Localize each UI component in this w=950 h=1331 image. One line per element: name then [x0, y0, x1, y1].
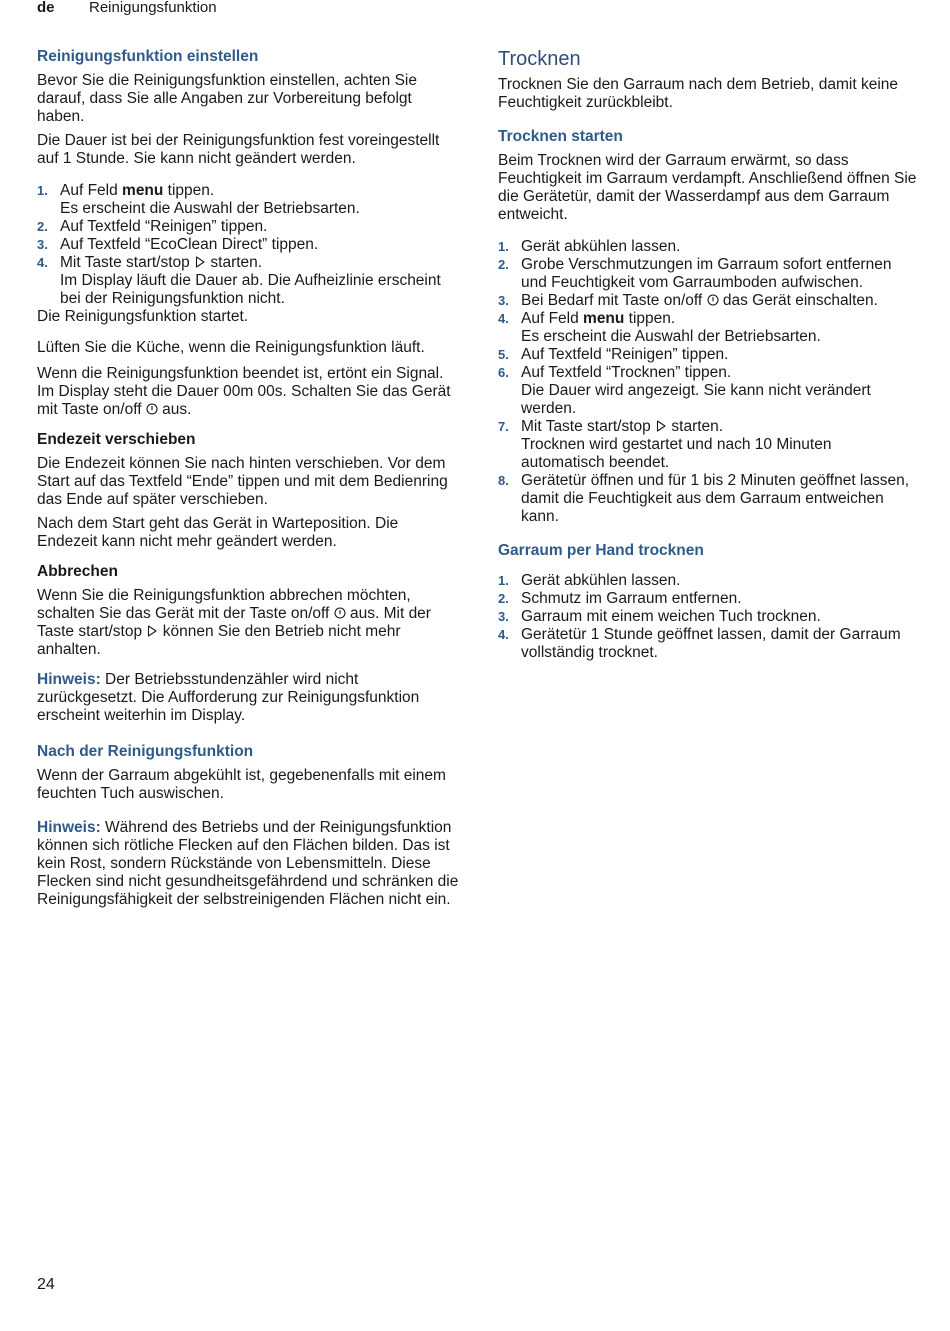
paragraph-before-setup: Bevor Sie die Reinigungsfunktion einstellen, achten Sie darauf, dass Sie alle Angaben zur Vorbereitung befolgt haben.	[37, 72, 417, 125]
manual-drying-list	[498, 572, 918, 662]
step-result: Im Display läuft die Dauer ab. Die Aufheizlinie erscheint bei der Reinigungsfunktion nicht.	[60, 272, 441, 307]
step-number: 4.	[37, 255, 48, 270]
step-number: 1.	[498, 239, 509, 254]
drying-steps-list	[498, 238, 918, 526]
list-item: 2. Auf Textfeld “Reinigen” tippen.	[37, 218, 268, 235]
step-number: 2.	[37, 219, 48, 234]
list-item: 4. Mit Taste start/stop starten. Im Display läuft die Dauer ab. Die Aufheizlinie erscheint bei der Reinigungsfunktion nicht.	[37, 254, 462, 308]
heading-after-cleaning: Nach der Reinigungsfunktion	[37, 743, 254, 760]
play-icon	[146, 625, 158, 637]
menu-keyword: menu	[122, 182, 164, 199]
heading-endtime: Endezeit verschieben	[37, 431, 196, 448]
paragraph-duration: Die Dauer ist bei der Reinigungsfunktion fest voreingestellt auf 1 Stunde. Sie kann nicht geändert werden.	[37, 132, 440, 167]
hint-stains: Hinweis: Während des Betriebs und der Reinigungsfunktion können sich rötliche Flecken auf den Flächen bilden. Das ist kein Rost, sondern Rückstände von Lebensmitteln. Diese Flecken sind nicht gesundheitsgefährdend und schränken die Reinigungsfähigkeit der selbstreinigenden Flächen nicht ein.	[37, 819, 459, 908]
step-number: 1.	[498, 573, 509, 588]
list-item: 5. Auf Textfeld “Reinigen” tippen.	[498, 346, 729, 363]
setup-steps-list	[37, 182, 462, 308]
paragraph-end-signal: Wenn die Reinigungsfunktion beendet ist, ertönt ein Signal. Im Display steht die Dauer 00m 00s. Schalten Sie das Gerät mit Taste on/off aus.	[37, 365, 451, 418]
page-number: 24	[37, 1276, 55, 1293]
list-item: 2. Grobe Verschmutzungen im Garraum sofort entfernen und Feuchtigkeit vom Garraumboden aufwischen.	[498, 256, 892, 291]
list-item: 4. Gerätetür 1 Stunde geöffnet lassen, damit der Garraum vollständig trocknet.	[498, 626, 901, 661]
list-item: 3. Auf Textfeld “EcoClean Direct” tippen.	[37, 236, 319, 253]
left-column	[37, 48, 462, 915]
power-icon	[334, 607, 346, 619]
hint-label: Hinweis:	[37, 671, 101, 688]
heading-drying-start: Trocknen starten	[498, 128, 623, 145]
list-item: 1. Gerät abkühlen lassen.	[498, 572, 681, 589]
power-icon	[146, 403, 158, 415]
hint-label: Hinweis:	[37, 819, 101, 836]
paragraph-after-cleaning: Wenn der Garraum abgekühlt ist, gegebenenfalls mit einem feuchten Tuch auswischen.	[37, 767, 446, 802]
paragraph-ventilate: Lüften Sie die Küche, wenn die Reinigungsfunktion läuft.	[37, 339, 425, 356]
step-number: 2.	[498, 257, 509, 272]
power-icon	[707, 294, 719, 306]
step-number: 8.	[498, 473, 509, 488]
heading-cancel: Abbrechen	[37, 563, 118, 580]
list-item: 6. Auf Textfeld “Trocknen” tippen. Die Dauer wird angezeigt. Sie kann nicht verändert werden.	[498, 364, 918, 418]
menu-keyword: menu	[583, 310, 625, 327]
step-result: Trocknen wird gestartet und nach 10 Minuten automatisch beendet.	[521, 436, 832, 471]
step-number: 3.	[498, 293, 509, 308]
section-title: Reinigungsfunktion	[89, 0, 217, 16]
step-number: 1.	[37, 183, 48, 198]
paragraph-drying-intro: Trocknen Sie den Garraum nach dem Betrieb, damit keine Feuchtigkeit zurückbleibt.	[498, 76, 899, 111]
paragraph-drying-start: Beim Trocknen wird der Garraum erwärmt, so dass Feuchtigkeit im Garraum verdampft. Anschließend öffnen Sie die Gerätetür, damit der Wasserdampf aus dem Garraum entweicht.	[498, 152, 917, 223]
list-item: 3. Bei Bedarf mit Taste on/off das Gerät einschalten.	[498, 292, 878, 309]
right-column	[498, 48, 918, 668]
step-number: 7.	[498, 419, 509, 434]
paragraph-endtime-2: Nach dem Start geht das Gerät in Warteposition. Die Endezeit kann nicht mehr geändert werden.	[37, 515, 399, 550]
step-number: 3.	[498, 609, 509, 624]
step-number: 3.	[37, 237, 48, 252]
step-number: 6.	[498, 365, 509, 380]
list-item: 8. Gerätetür öffnen und für 1 bis 2 Minuten geöffnet lassen, damit die Feuchtigkeit aus dem Garraum entweichen kann.	[498, 472, 910, 525]
play-icon	[194, 256, 206, 268]
heading-manual-drying: Garraum per Hand trocknen	[498, 542, 704, 559]
heading-setup: Reinigungsfunktion einstellen	[37, 48, 259, 65]
heading-drying: Trocknen	[498, 48, 581, 70]
step-number: 2.	[498, 591, 509, 606]
list-item: 1. Auf Feld menu tippen. Es erscheint die Auswahl der Betriebsarten.	[37, 182, 462, 218]
step-result: Die Dauer wird angezeigt. Sie kann nicht verändert werden.	[521, 382, 871, 417]
list-item: 4. Auf Feld menu tippen. Es erscheint die Auswahl der Betriebsarten.	[498, 310, 918, 346]
step-number: 5.	[498, 347, 509, 362]
paragraph-started: Die Reinigungsfunktion startet.	[37, 308, 249, 325]
list-item: 1. Gerät abkühlen lassen.	[498, 238, 681, 255]
language-code: de	[37, 0, 55, 16]
step-result: Es erscheint die Auswahl der Betriebsarten.	[521, 328, 821, 345]
paragraph-cancel: Wenn Sie die Reinigungsfunktion abbrechen möchten, schalten Sie das Gerät mit der Taste on/off aus. Mit der Taste start/stop können Sie den Betrieb nicht mehr anhalten.	[37, 587, 431, 658]
list-item: 3. Garraum mit einem weichen Tuch trocknen.	[498, 608, 821, 625]
play-icon	[655, 420, 667, 432]
list-item: 7. Mit Taste start/stop starten. Trocknen wird gestartet und nach 10 Minuten automatisch beendet.	[498, 418, 918, 472]
list-item: 2. Schmutz im Garraum entfernen.	[498, 590, 742, 607]
step-result: Es erscheint die Auswahl der Betriebsarten.	[60, 200, 360, 217]
hint-counter: Hinweis: Der Betriebsstundenzähler wird nicht zurückgesetzt. Die Aufforderung zur Reinigungsfunktion erscheint weiterhin im Display.	[37, 671, 420, 724]
step-number: 4.	[498, 311, 509, 326]
step-number: 4.	[498, 627, 509, 642]
paragraph-endtime-1: Die Endezeit können Sie nach hinten verschieben. Vor dem Start auf das Textfeld “Ende” tippen und mit dem Bedienring das Ende auf später verschieben.	[37, 455, 448, 508]
